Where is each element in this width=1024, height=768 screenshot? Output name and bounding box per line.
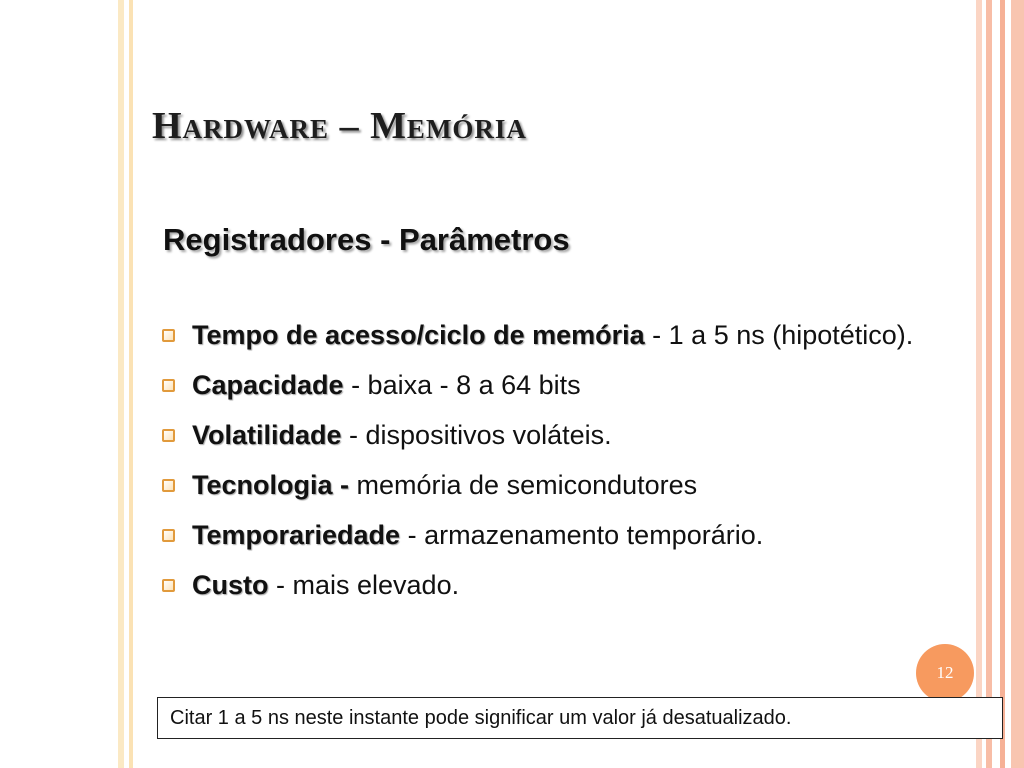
note-text: Citar 1 a 5 ns neste instante pode significar um valor já desatualizado. xyxy=(170,706,792,729)
item-detail: - armazenamento temporário. xyxy=(400,520,764,550)
item-detail: - 1 a 5 ns (hipotético). xyxy=(644,320,914,350)
note-box xyxy=(157,697,1003,739)
slide-title: Hardware – Memória xyxy=(152,105,527,147)
checkbox-bullet-icon xyxy=(162,379,175,392)
left-decorative-stripe xyxy=(118,0,124,768)
checkbox-bullet-icon xyxy=(162,529,175,542)
item-term: Volatilidade xyxy=(192,420,342,450)
item-detail: - mais elevado. xyxy=(268,570,460,600)
list-item xyxy=(160,366,940,404)
checkbox-bullet-icon xyxy=(162,479,175,492)
item-term: Tecnologia - xyxy=(192,470,350,500)
right-decorative-stripe xyxy=(976,0,982,768)
checkbox-bullet-icon xyxy=(162,579,175,592)
checkbox-bullet-icon xyxy=(162,329,175,342)
list-item xyxy=(160,566,940,604)
right-decorative-stripe xyxy=(1011,0,1024,768)
item-detail: - dispositivos voláteis. xyxy=(341,420,612,450)
item-detail: - baixa - 8 a 64 bits xyxy=(343,370,581,400)
item-term: Custo xyxy=(192,570,269,600)
right-decorative-stripe xyxy=(986,0,992,768)
checkbox-bullet-icon xyxy=(162,429,175,442)
right-decorative-stripe xyxy=(1000,0,1005,768)
item-term: Temporariedade xyxy=(192,520,401,550)
list-item xyxy=(160,416,940,454)
page-number-badge xyxy=(916,644,974,702)
page-number: 12 xyxy=(936,663,954,682)
list-item xyxy=(160,516,940,554)
bullet-list xyxy=(160,316,940,616)
item-detail: memória de semicondutores xyxy=(349,470,698,500)
slide-subtitle: Registradores - Parâmetros xyxy=(163,222,570,257)
item-term: Tempo de acesso/ciclo de memória xyxy=(192,320,645,350)
list-item xyxy=(160,466,940,504)
list-item xyxy=(160,316,940,354)
item-term: Capacidade xyxy=(192,370,344,400)
left-decorative-stripe xyxy=(129,0,133,768)
